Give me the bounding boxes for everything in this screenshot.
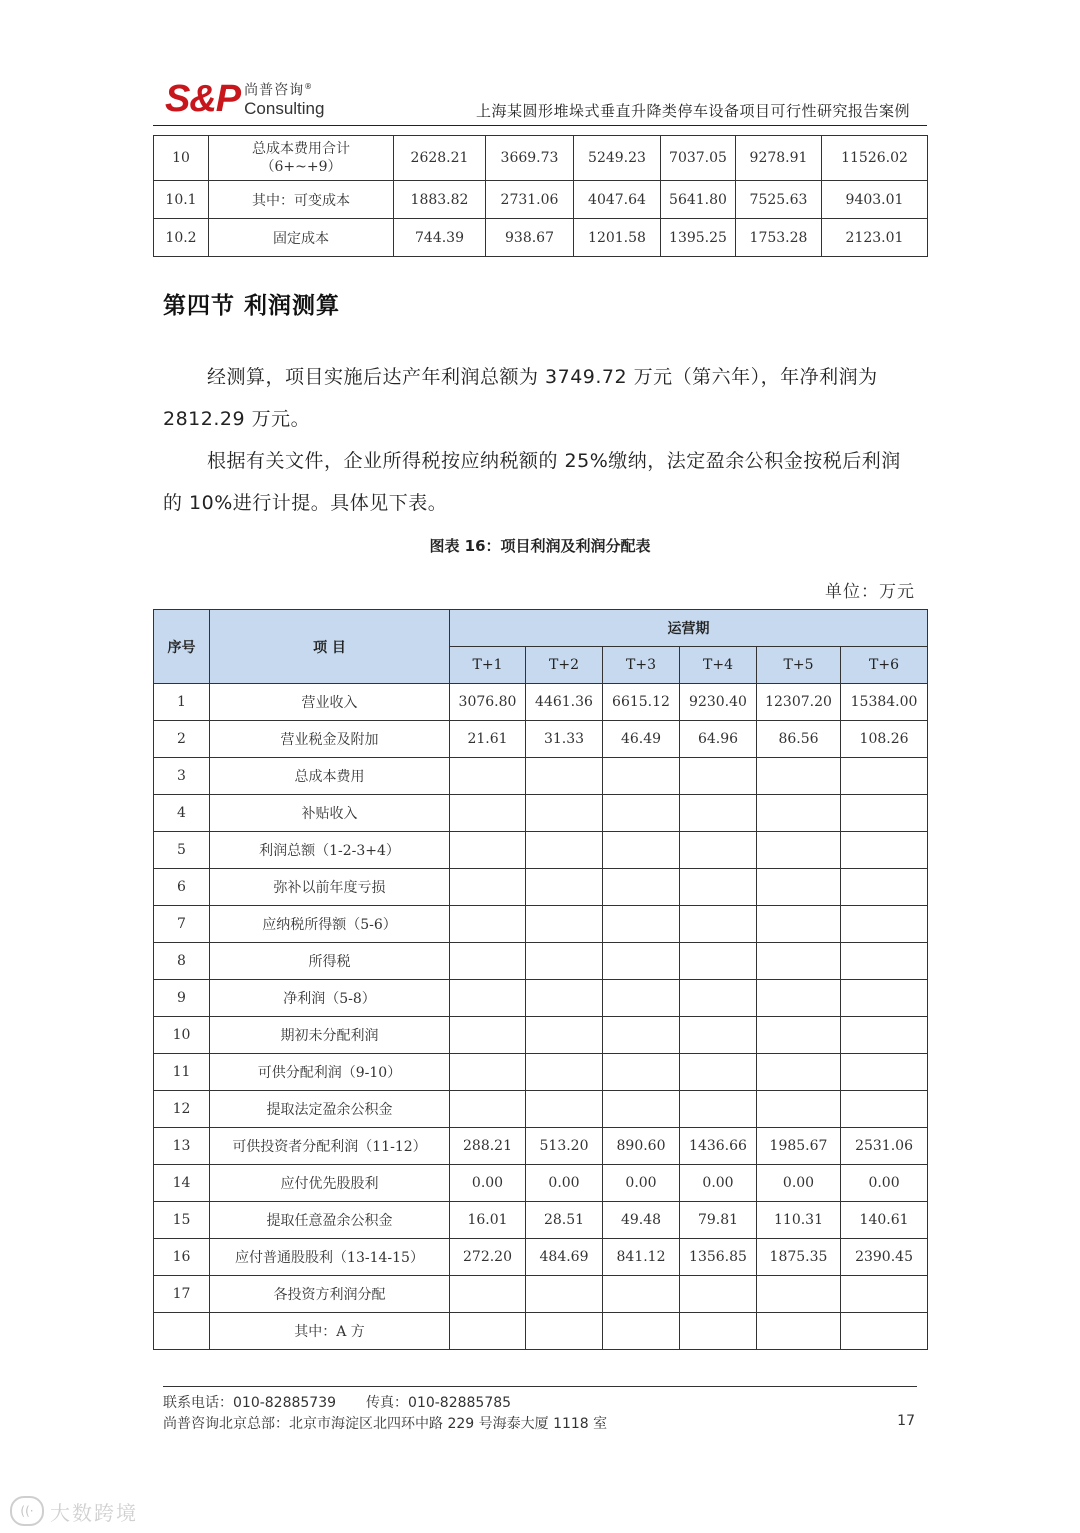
table-row xyxy=(154,943,928,980)
cell-value xyxy=(757,943,841,980)
period-header: T+3 xyxy=(603,647,680,684)
row-item: 利润总额（1-2-3+4） xyxy=(210,832,450,869)
row-item xyxy=(209,136,394,181)
cell-value: 9403.01 xyxy=(822,181,928,219)
cell-value: 3076.80 xyxy=(450,684,526,721)
period-header: T+5 xyxy=(757,647,841,684)
cell-value: 1985.67 xyxy=(757,1128,841,1165)
cell-value xyxy=(757,906,841,943)
row-item: 其中：可变成本 xyxy=(209,181,394,219)
cell-value: 16.01 xyxy=(450,1202,526,1239)
cell-value: 5249.23 xyxy=(574,136,661,181)
table-row xyxy=(154,1128,928,1165)
row-number: 2 xyxy=(154,721,210,758)
cell-value xyxy=(526,943,603,980)
row-item: 提取任意盈余公积金 xyxy=(210,1202,450,1239)
row-number: 10.1 xyxy=(154,181,209,219)
cell-value xyxy=(757,1054,841,1091)
table-row xyxy=(154,980,928,1017)
cell-value xyxy=(526,795,603,832)
table-row xyxy=(154,219,928,257)
row-item: 营业税金及附加 xyxy=(210,721,450,758)
watermark-text: 大数跨境 xyxy=(50,1500,138,1525)
cell-value: 9278.91 xyxy=(736,136,822,181)
header-divider xyxy=(153,125,927,126)
cell-value: 0.00 xyxy=(450,1165,526,1202)
section-title: 第四节 利润测算 xyxy=(163,293,341,319)
cell-value xyxy=(450,869,526,906)
cell-value xyxy=(680,980,757,1017)
cell-value: 31.33 xyxy=(526,721,603,758)
row-number: 10 xyxy=(154,1017,210,1054)
cell-value xyxy=(526,832,603,869)
cell-value: 1201.58 xyxy=(574,219,661,257)
cell-value: 1883.82 xyxy=(394,181,486,219)
cell-value xyxy=(680,1313,757,1350)
cell-value xyxy=(757,1313,841,1350)
cell-value xyxy=(526,980,603,1017)
cell-value: 2390.45 xyxy=(841,1239,928,1276)
profit-distribution-table xyxy=(153,609,928,1350)
cell-value xyxy=(680,758,757,795)
period-header: T+4 xyxy=(680,647,757,684)
period-header: T+2 xyxy=(526,647,603,684)
cell-value xyxy=(603,943,680,980)
cell-value: 46.49 xyxy=(603,721,680,758)
cell-value xyxy=(603,869,680,906)
table-row xyxy=(154,684,928,721)
cell-value: 64.96 xyxy=(680,721,757,758)
row-item-line1: 总成本费用合计 xyxy=(252,141,350,157)
cell-value xyxy=(603,1276,680,1313)
cell-value: 3669.73 xyxy=(486,136,574,181)
row-item: 可供投资者分配利润（11-12） xyxy=(210,1128,450,1165)
row-item: 固定成本 xyxy=(209,219,394,257)
row-number xyxy=(154,1313,210,1350)
cell-value xyxy=(603,1054,680,1091)
cell-value xyxy=(757,795,841,832)
row-item: 净利润（5-8） xyxy=(210,980,450,1017)
footer-fax: 传真：010-82885785 xyxy=(366,1395,512,1411)
cell-value: 4461.36 xyxy=(526,684,603,721)
cell-value: 0.00 xyxy=(841,1165,928,1202)
cell-value xyxy=(680,832,757,869)
cell-value xyxy=(526,1091,603,1128)
cell-value xyxy=(757,980,841,1017)
period-header: T+6 xyxy=(841,647,928,684)
row-item: 弥补以前年度亏损 xyxy=(210,869,450,906)
cell-value xyxy=(841,1054,928,1091)
header-row xyxy=(154,610,928,647)
row-number: 7 xyxy=(154,906,210,943)
cell-value xyxy=(450,1017,526,1054)
cell-value xyxy=(603,980,680,1017)
table-row xyxy=(154,136,928,181)
cell-value xyxy=(526,1313,603,1350)
cell-value xyxy=(450,1091,526,1128)
cell-value: 7525.63 xyxy=(736,181,822,219)
cell-value xyxy=(841,1276,928,1313)
cell-value xyxy=(757,1276,841,1313)
cell-value xyxy=(603,1091,680,1128)
cell-value xyxy=(526,1054,603,1091)
row-item: 其中：A 方 xyxy=(210,1313,450,1350)
row-item: 期初未分配利润 xyxy=(210,1017,450,1054)
row-number: 5 xyxy=(154,832,210,869)
logo-reg-mark: ® xyxy=(304,82,314,91)
row-item: 应付优先股股利 xyxy=(210,1165,450,1202)
page-number: 17 xyxy=(897,1413,915,1429)
table-row xyxy=(154,1239,928,1276)
cell-value: 744.39 xyxy=(394,219,486,257)
table-row xyxy=(154,906,928,943)
footer-contact xyxy=(163,1392,511,1412)
cell-value xyxy=(450,906,526,943)
cell-value: 1875.35 xyxy=(757,1239,841,1276)
row-number: 12 xyxy=(154,1091,210,1128)
cell-value xyxy=(680,795,757,832)
cell-value: 21.61 xyxy=(450,721,526,758)
table-row xyxy=(154,181,928,219)
row-number: 8 xyxy=(154,943,210,980)
cell-value xyxy=(680,1017,757,1054)
cell-value: 7037.05 xyxy=(661,136,736,181)
period-header: T+1 xyxy=(450,647,526,684)
cell-value: 4047.64 xyxy=(574,181,661,219)
cell-value xyxy=(603,758,680,795)
document-title: 上海某圆形堆垛式垂直升降类停车设备项目可行性研究报告案例 xyxy=(475,102,910,120)
watermark-icon: ((· xyxy=(10,1496,44,1526)
cell-value: 2123.01 xyxy=(822,219,928,257)
row-item: 总成本费用 xyxy=(210,758,450,795)
cell-value xyxy=(450,1276,526,1313)
cell-value: 0.00 xyxy=(680,1165,757,1202)
logo-text xyxy=(244,78,324,117)
cell-value xyxy=(450,1313,526,1350)
table-row xyxy=(154,1091,928,1128)
cell-value: 272.20 xyxy=(450,1239,526,1276)
cell-value xyxy=(526,1017,603,1054)
cell-value: 110.31 xyxy=(757,1202,841,1239)
cell-value xyxy=(757,758,841,795)
logo-cn-line xyxy=(244,78,324,100)
row-number: 14 xyxy=(154,1165,210,1202)
cell-value xyxy=(841,1091,928,1128)
table-unit: 单位：万元 xyxy=(825,582,915,602)
cell-value xyxy=(841,1313,928,1350)
cell-value xyxy=(603,906,680,943)
row-number: 16 xyxy=(154,1239,210,1276)
table-caption: 图表 16：项目利润及利润分配表 xyxy=(429,537,651,555)
footer-phone: 联系电话：010-82885739 xyxy=(163,1395,337,1411)
table-row xyxy=(154,758,928,795)
row-item-line2: （6+~+9） xyxy=(260,159,342,175)
cell-value xyxy=(450,943,526,980)
cell-value xyxy=(841,869,928,906)
cell-value xyxy=(841,758,928,795)
cell-value: 1395.25 xyxy=(661,219,736,257)
company-logo xyxy=(165,77,325,120)
cell-value: 841.12 xyxy=(603,1239,680,1276)
table-row xyxy=(154,721,928,758)
cell-value: 140.61 xyxy=(841,1202,928,1239)
cell-value xyxy=(680,906,757,943)
cell-value xyxy=(841,1017,928,1054)
column-header-item: 项 目 xyxy=(210,610,450,684)
row-item: 各投资方利润分配 xyxy=(210,1276,450,1313)
cell-value: 1356.85 xyxy=(680,1239,757,1276)
table-row xyxy=(154,1165,928,1202)
cell-value xyxy=(841,980,928,1017)
cell-value xyxy=(757,869,841,906)
row-item: 补贴收入 xyxy=(210,795,450,832)
row-number: 6 xyxy=(154,869,210,906)
cell-value: 0.00 xyxy=(757,1165,841,1202)
cell-value xyxy=(526,758,603,795)
cell-value xyxy=(841,832,928,869)
cell-value xyxy=(841,943,928,980)
table-row xyxy=(154,869,928,906)
cell-value: 6615.12 xyxy=(603,684,680,721)
row-number: 4 xyxy=(154,795,210,832)
cell-value: 108.26 xyxy=(841,721,928,758)
cell-value xyxy=(757,1091,841,1128)
row-item: 可供分配利润（9-10） xyxy=(210,1054,450,1091)
cell-value xyxy=(450,980,526,1017)
table-row xyxy=(154,1313,928,1350)
cell-value: 938.67 xyxy=(486,219,574,257)
row-item: 应付普通股股利（13-14-15） xyxy=(210,1239,450,1276)
table-row xyxy=(154,1276,928,1313)
cell-value xyxy=(526,1276,603,1313)
cell-value xyxy=(680,1091,757,1128)
cell-value: 2731.06 xyxy=(486,181,574,219)
table-row xyxy=(154,1054,928,1091)
row-item: 所得税 xyxy=(210,943,450,980)
cell-value: 0.00 xyxy=(526,1165,603,1202)
cell-value xyxy=(680,869,757,906)
column-header-no: 序号 xyxy=(154,610,210,684)
cell-value: 890.60 xyxy=(603,1128,680,1165)
cell-value: 15384.00 xyxy=(841,684,928,721)
row-item: 营业收入 xyxy=(210,684,450,721)
watermark xyxy=(10,1496,138,1526)
cell-value: 513.20 xyxy=(526,1128,603,1165)
row-number: 10.2 xyxy=(154,219,209,257)
row-number: 9 xyxy=(154,980,210,1017)
cell-value xyxy=(526,906,603,943)
cell-value: 11526.02 xyxy=(822,136,928,181)
row-number: 1 xyxy=(154,684,210,721)
table-row xyxy=(154,1017,928,1054)
cell-value: 79.81 xyxy=(680,1202,757,1239)
cell-value xyxy=(450,795,526,832)
row-number: 13 xyxy=(154,1128,210,1165)
cell-value xyxy=(757,832,841,869)
cell-value: 1753.28 xyxy=(736,219,822,257)
cell-value xyxy=(526,869,603,906)
table-row xyxy=(154,832,928,869)
row-number: 17 xyxy=(154,1276,210,1313)
cell-value xyxy=(450,832,526,869)
cell-value xyxy=(680,1054,757,1091)
cell-value xyxy=(603,1017,680,1054)
cell-value: 12307.20 xyxy=(757,684,841,721)
logo-en: Consulting xyxy=(244,98,325,118)
row-number: 10 xyxy=(154,136,209,181)
logo-mark: S&P xyxy=(165,77,241,120)
cell-value: 9230.40 xyxy=(680,684,757,721)
cell-value: 2628.21 xyxy=(394,136,486,181)
cell-value xyxy=(757,1017,841,1054)
cell-value: 2531.06 xyxy=(841,1128,928,1165)
cell-value: 5641.80 xyxy=(661,181,736,219)
cell-value xyxy=(603,795,680,832)
cell-value: 288.21 xyxy=(450,1128,526,1165)
logo-cn: 尚普咨询 xyxy=(244,82,305,99)
row-number: 3 xyxy=(154,758,210,795)
footer-address: 尚普咨询北京总部：北京市海淀区北四环中路 229 号海泰大厦 1118 室 xyxy=(163,1416,608,1432)
row-item: 提取法定盈余公积金 xyxy=(210,1091,450,1128)
paragraph-profit-summary: 经测算，项目实施后达产年利润总额为 3749.72 万元（第六年），年净利润为 2812.29 万元。 xyxy=(163,366,878,430)
cost-table xyxy=(153,135,928,257)
cell-value: 484.69 xyxy=(526,1239,603,1276)
cell-value: 86.56 xyxy=(757,721,841,758)
cell-value xyxy=(841,906,928,943)
cell-value: 1436.66 xyxy=(680,1128,757,1165)
cell-value xyxy=(680,1276,757,1313)
cell-value xyxy=(680,943,757,980)
cell-value: 0.00 xyxy=(603,1165,680,1202)
cell-value xyxy=(841,795,928,832)
table-row xyxy=(154,1202,928,1239)
paragraph-tax-note: 根据有关文件，企业所得税按应纳税额的 25%缴纳，法定盈余公积金按税后利润的 10%进行计提。具体见下表。 xyxy=(163,450,901,514)
row-number: 11 xyxy=(154,1054,210,1091)
row-item: 应纳税所得额（5-6） xyxy=(210,906,450,943)
row-number: 15 xyxy=(154,1202,210,1239)
cell-value: 49.48 xyxy=(603,1202,680,1239)
cell-value xyxy=(450,1054,526,1091)
cell-value xyxy=(603,832,680,869)
column-header-period: 运营期 xyxy=(450,610,928,647)
cell-value xyxy=(603,1313,680,1350)
footer-divider xyxy=(163,1386,917,1387)
table-row xyxy=(154,795,928,832)
cell-value: 28.51 xyxy=(526,1202,603,1239)
cell-value xyxy=(450,758,526,795)
